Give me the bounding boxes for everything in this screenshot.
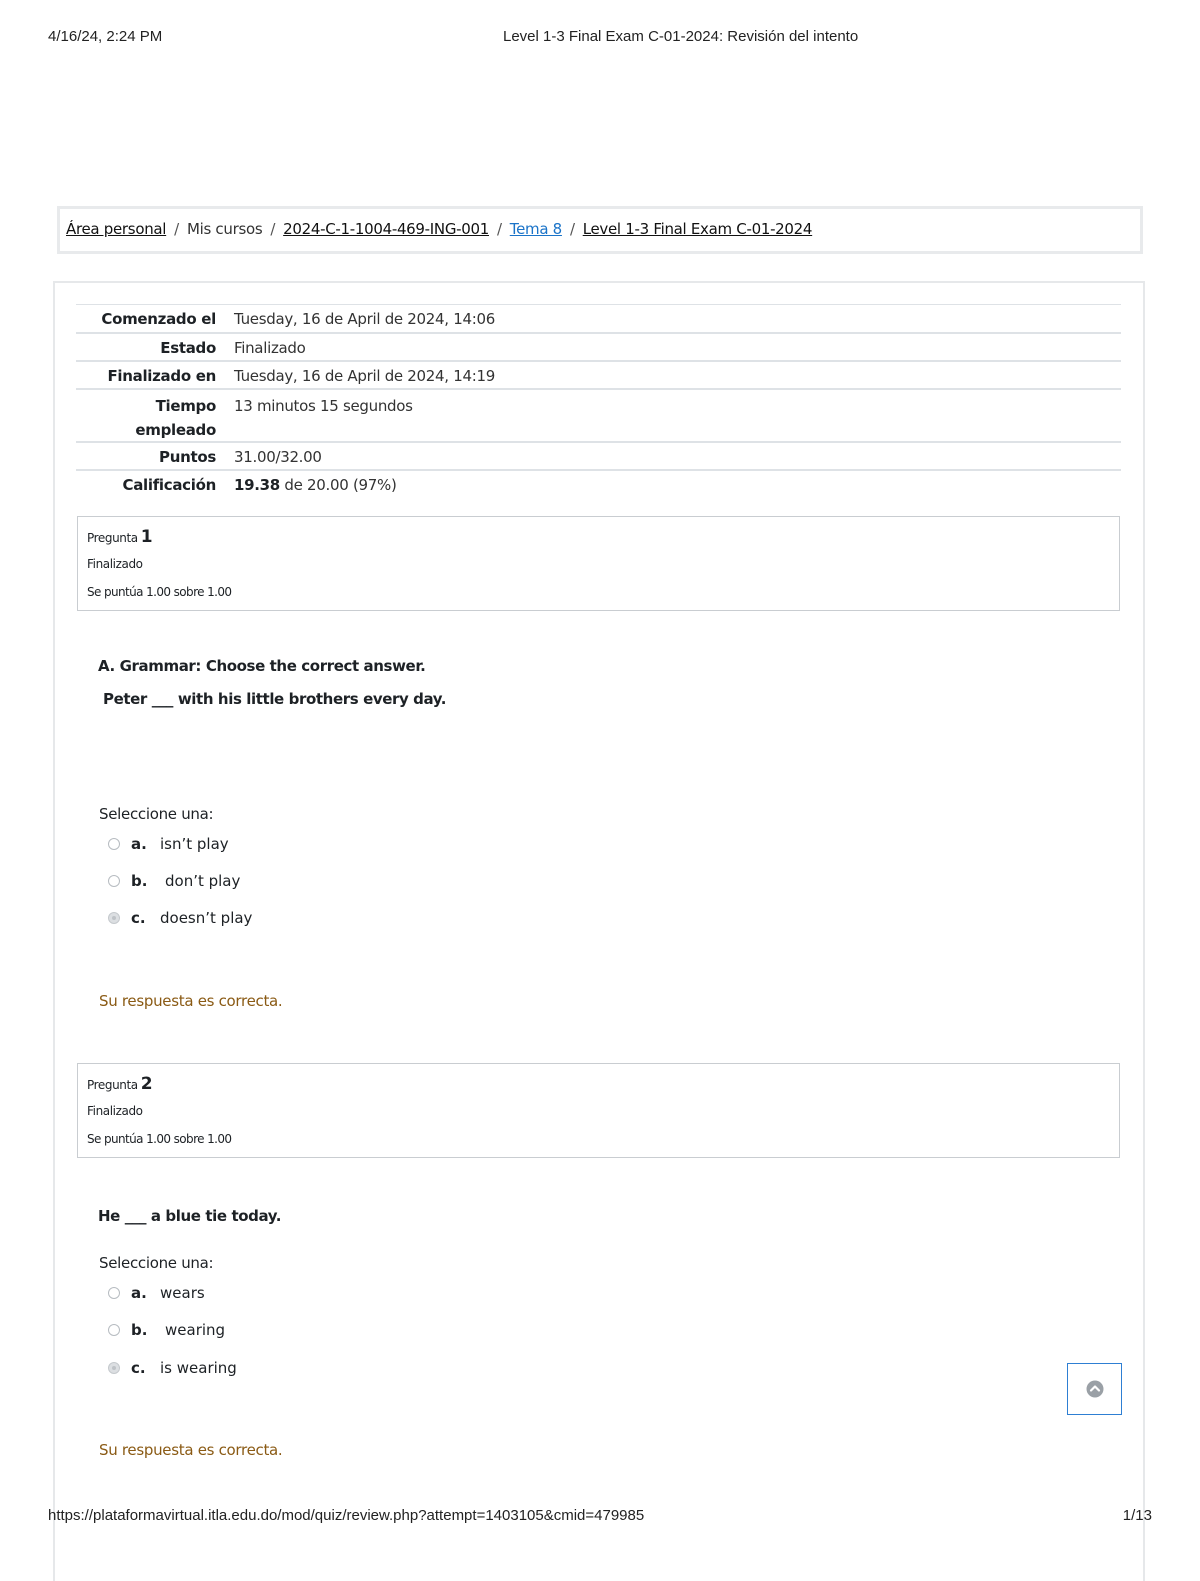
- print-footer: [48, 1507, 1152, 1527]
- question-grade: Se puntúa 1.00 sobre 1.00: [87, 585, 232, 599]
- summary-value: 31.00/32.00: [234, 448, 322, 466]
- summary-label: Puntos: [159, 448, 216, 466]
- print-url: https://plataformavirtual.itla.edu.do/mod/quiz/review.php?attempt=1403105&cmid=479985: [48, 1507, 645, 1524]
- summary-value: Tuesday, 16 de April de 2024, 14:06: [234, 310, 495, 328]
- summary-row-state: [76, 334, 1121, 362]
- breadcrumb-separator: /: [569, 220, 575, 238]
- option-letter: c.: [131, 909, 146, 927]
- question-info-2: [77, 1063, 1120, 1158]
- question-label: Pregunta: [87, 1078, 138, 1092]
- summary-row-points: [76, 443, 1121, 471]
- answer-feedback: Su respuesta es correcta.: [99, 1441, 283, 1459]
- option-letter: a.: [131, 1284, 147, 1302]
- print-page-title: Level 1-3 Final Exam C-01-2024: Revisión del intento: [503, 28, 859, 45]
- breadcrumb-bar: [57, 206, 1143, 254]
- option-letter: c.: [131, 1359, 146, 1377]
- summary-label: Estado: [160, 339, 216, 357]
- answer-option-b[interactable]: [108, 1320, 225, 1340]
- summary-row-started: [76, 305, 1121, 334]
- breadcrumb-mis-cursos: Mis cursos: [186, 220, 263, 238]
- breadcrumb-separator: /: [270, 220, 276, 238]
- summary-value: 13 minutos 15 segundos: [234, 397, 413, 415]
- option-text: wearing: [165, 1321, 226, 1339]
- option-text: don’t play: [165, 872, 241, 890]
- breadcrumb-area-personal[interactable]: Área personal: [66, 220, 167, 238]
- breadcrumb-tema[interactable]: Tema 8: [509, 220, 562, 238]
- breadcrumb-separator: /: [497, 220, 502, 238]
- grade-score: 19.38: [234, 476, 280, 494]
- arrow-up-circle-icon: [1086, 1380, 1104, 1398]
- option-letter: b.: [131, 872, 148, 890]
- summary-label-line: Tiempo: [155, 397, 216, 415]
- summary-row-finished: [76, 362, 1121, 390]
- back-to-top-button[interactable]: [1067, 1363, 1122, 1415]
- question-grade: Se puntúa 1.00 sobre 1.00: [87, 1132, 232, 1146]
- question-state: Finalizado: [87, 1104, 143, 1118]
- question-number: [87, 527, 152, 547]
- summary-value: Tuesday, 16 de April de 2024, 14:19: [234, 367, 495, 385]
- select-one-prompt: Seleccione una:: [99, 805, 214, 823]
- summary-label: [76, 390, 232, 441]
- radio-button-selected[interactable]: [108, 1362, 120, 1374]
- radio-button[interactable]: [108, 875, 120, 887]
- radio-button[interactable]: [108, 1324, 120, 1336]
- summary-row-grade: [76, 471, 1121, 499]
- option-letter: b.: [131, 1321, 148, 1339]
- option-text: is wearing: [160, 1359, 237, 1377]
- grade-out-of: de 20.00 (97%): [284, 476, 397, 494]
- option-text: isn’t play: [160, 835, 229, 853]
- summary-value: [232, 471, 397, 499]
- option-text: doesn’t play: [160, 909, 253, 927]
- radio-button-selected[interactable]: [108, 912, 120, 924]
- question-state: Finalizado: [87, 557, 143, 571]
- radio-button[interactable]: [108, 838, 120, 850]
- question-text: A. Grammar: Choose the correct answer.: [98, 657, 426, 675]
- select-one-prompt: Seleccione una:: [99, 1254, 214, 1272]
- attempt-summary-table: [76, 304, 1121, 499]
- question-info-1: [77, 516, 1120, 611]
- breadcrumb-exam[interactable]: Level 1-3 Final Exam C-01-2024: [582, 220, 813, 238]
- summary-label: Calificación: [122, 476, 216, 494]
- breadcrumb-separator: /: [174, 220, 179, 238]
- summary-label: Finalizado en: [107, 367, 216, 385]
- option-text: wears: [160, 1284, 205, 1302]
- question-number: [87, 1074, 152, 1094]
- summary-value: Finalizado: [234, 339, 306, 357]
- breadcrumb: [66, 220, 812, 238]
- answer-option-a[interactable]: [108, 834, 229, 854]
- question-label: Pregunta: [87, 531, 138, 545]
- answer-option-a[interactable]: [108, 1283, 205, 1303]
- print-header: [48, 28, 1152, 48]
- print-page-count: 1/13: [1122, 1507, 1152, 1524]
- summary-label-line: empleado: [135, 421, 216, 439]
- radio-button[interactable]: [108, 1287, 120, 1299]
- question-text: He ___ a blue tie today.: [98, 1207, 282, 1225]
- question-number-value: 1: [140, 527, 153, 547]
- question-text: Peter ___ with his little brothers every day.: [103, 690, 447, 708]
- question-number-value: 2: [140, 1074, 153, 1094]
- answer-option-b[interactable]: [108, 871, 240, 891]
- answer-option-c[interactable]: [108, 908, 252, 928]
- breadcrumb-course[interactable]: 2024-C-1-1004-469-ING-001: [283, 220, 489, 238]
- summary-label: Comenzado el: [101, 310, 216, 328]
- option-letter: a.: [131, 835, 147, 853]
- answer-option-c[interactable]: [108, 1358, 237, 1378]
- summary-row-time: [76, 390, 1121, 443]
- answer-feedback: Su respuesta es correcta.: [99, 992, 283, 1010]
- print-datetime: 4/16/24, 2:24 PM: [48, 28, 163, 45]
